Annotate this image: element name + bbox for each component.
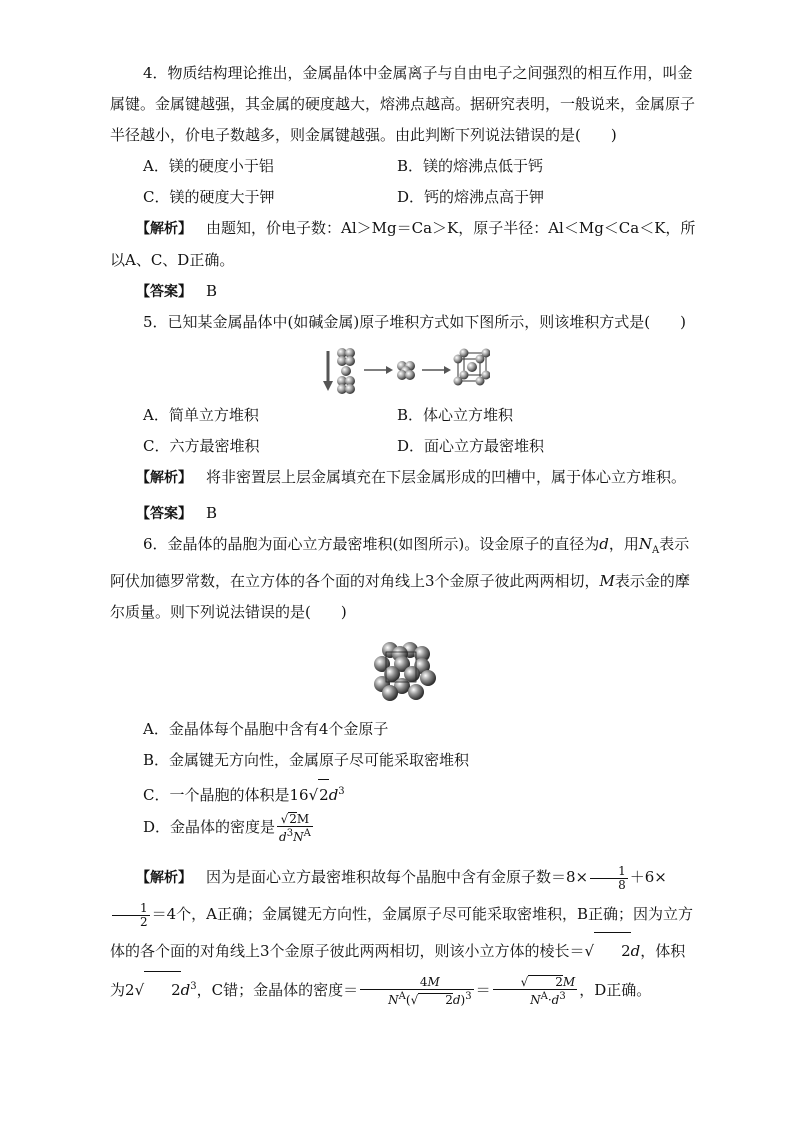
q6-option-c-d: d — [328, 786, 339, 804]
q5-daan-tag: 【答案】 — [136, 506, 192, 522]
q4-answer — [110, 276, 700, 307]
bcc-unit-cell — [454, 349, 491, 386]
df2-num-m: M — [562, 975, 576, 989]
q4-option-b: B．镁的熔沸点低于钙 — [397, 157, 544, 175]
q5-options-row1 — [110, 400, 700, 431]
q5-daan-value: B — [206, 504, 218, 522]
q5-option-b: B．体心立方堆积 — [397, 406, 514, 424]
q5-jiexi-tag: 【解析】 — [136, 470, 192, 486]
frac-den-a: A — [303, 828, 311, 839]
q5-stem: 5．已知某金属晶体中(如碱金属)原子堆积方式如下图所示，则该堆积方式是( ) — [143, 313, 686, 331]
q4-daan-tag: 【答案】 — [136, 284, 192, 300]
df1-den-exp: 3 — [465, 990, 472, 1002]
df1-den-d: d — [452, 992, 461, 1007]
df2-den-a: A — [540, 991, 548, 1002]
q6-jiexi-part3: ＝4个，A正确；金属键无方向性，金属原子尽可能采取密堆积，B正确；因为立方体的各个面的对角线上3个金原子彼此两两相切，则该小立方体的棱长＝ — [110, 905, 694, 960]
frac-den-n: N — [293, 830, 304, 844]
q6-option-d — [110, 807, 700, 847]
q6-stem-part1: 6．金晶体的晶胞为面心立方最密堆积(如图所示)。设金原子的直径为 — [143, 535, 600, 553]
q6-option-b: B．金属键无方向性，金属原子尽可能采取密堆积 — [143, 751, 470, 769]
q6-fcc-figure — [110, 636, 700, 706]
q4-options-row1 — [110, 151, 700, 182]
q4-explanation — [110, 213, 700, 276]
page — [110, 58, 700, 1008]
q5-explanation — [110, 462, 700, 494]
frac-num-sqrt: 2 — [289, 812, 297, 826]
q5-answer — [110, 498, 700, 529]
cluster-spheres — [397, 361, 415, 380]
q6-option-d-fraction: $\frac{√2M}{d^3N^A}$ — [279, 812, 311, 844]
q6-jiexi-tag: 【解析】 — [136, 870, 192, 886]
frac-num-m: M — [296, 812, 310, 826]
q4-option-d: D．钙的熔沸点高于钾 — [397, 188, 545, 206]
q6-option-c-coef: 16 — [289, 786, 309, 804]
vol-coef: 2 — [125, 981, 135, 999]
edge-d: d — [630, 942, 641, 960]
frac-1-8-num: 1 — [590, 865, 628, 879]
q4-options-row2 — [110, 182, 700, 213]
frac-den-d: d — [279, 830, 287, 844]
df1-den-a: A — [398, 990, 406, 1002]
df1-den-sqrt: 2 — [418, 993, 453, 1007]
q6-explanation: 【解析】 因为是面心立方最密堆积故每个晶胞中含有金原子数＝8× $\frac{1}{8}$ ＋6× $\frac{1}{2}$ ＝4个，A正确；金属键无方向性，金属原子尽可能采取密堆积，B正确；因为立方体的各个面的对角线上3个金原子彼此两两相切，则该小立方体的棱长＝√ 2d，体积为2√ $2d^3$，C错；金晶体的密度＝ $\frac{4M}{N^A(√ 2d)^3}$ ＝ $\frac{√ 2M}{N^A\cdot d^3}$ ，D正确。 — [110, 863, 694, 1007]
q6-stem-part4: 表示金的摩尔质量。则下列说法错误的是( ) — [110, 572, 690, 621]
frac-1-2 — [112, 902, 150, 929]
q6-stem — [110, 529, 700, 628]
q6-option-c: C．一个晶胞的体积是$16√2d^3$ — [110, 776, 700, 807]
q6-jiexi-part2: ＋6× — [629, 868, 667, 886]
right-arrow-icon — [364, 366, 393, 374]
q4-jiexi-text: 由题知，价电子数：Al＞Mg＝Ca＞K，原子半径：Al＜Mg＜Ca＜K，所以A、C、D正确。 — [110, 219, 696, 269]
bcc-stacking-diagram — [320, 345, 490, 395]
fcc-unit-cell-diagram — [372, 640, 438, 702]
vol-sqrt: 2 — [144, 971, 181, 1008]
df2-den-dot: · — [547, 993, 552, 1007]
q6-option-c-exp: 3 — [338, 786, 345, 797]
q4-jiexi-tag: 【解析】 — [136, 221, 192, 237]
q5-stacking-figure — [110, 344, 700, 396]
density-frac-2: $\frac{√ 2M}{N^A\cdot d^3}$ — [493, 975, 578, 1007]
q5-jiexi-text: 将非密置层上层金属填充在下层金属形成的凹槽中，属于体心立方堆积。 — [206, 468, 687, 486]
df2-den-n: N — [530, 993, 541, 1007]
frac-1-2-den: 2 — [140, 914, 148, 929]
q6-stem-part2: ，用 — [608, 535, 639, 553]
frac-den-exp: 3 — [286, 828, 294, 839]
frac-1-8 — [590, 865, 628, 892]
q6-var-n: N — [638, 535, 653, 553]
q5-option-c: C．六方最密堆积 — [143, 437, 260, 455]
q6-jiexi-part4: ，体积为 — [110, 942, 686, 999]
vol-exp: 3 — [190, 981, 197, 992]
df2-num-sqrt: 2 — [528, 975, 563, 989]
q5-option-a: A．简单立方堆积 — [143, 406, 259, 424]
q4-daan-value: B — [206, 282, 218, 300]
edge-sqrt: 2 — [594, 932, 631, 969]
q6-var-m: M — [599, 572, 615, 590]
vol-d: d — [180, 981, 191, 999]
q6-stem-part3: 表示阿伏加德罗常数，在立方体的各个面的对角线上3个金原子彼此两两相切， — [110, 535, 690, 590]
q6-option-d-label: D．金晶体的密度是 — [143, 818, 276, 836]
q5-options-row2 — [110, 431, 700, 462]
q4-option-a: A．镁的硬度小于铝 — [143, 157, 274, 175]
df1-num-4: 4 — [419, 974, 428, 989]
layer-spheres — [337, 348, 355, 394]
down-arrow-icon — [323, 351, 333, 391]
q6-jiexi-part5: ，C错；金晶体的密度＝ — [196, 981, 359, 999]
df1-den-n: N — [388, 992, 399, 1007]
q6-jiexi-part1: 因为是面心立方最密堆积故每个晶胞中含有金原子数＝8× — [206, 868, 589, 886]
q6-var-d: d — [599, 535, 609, 553]
right-arrow-icon — [422, 366, 451, 374]
df2-den-exp: 3 — [559, 991, 566, 1002]
q6-option-a: A．金晶体每个晶胞中含有4个金原子 — [143, 720, 389, 738]
df1-num-m: M — [427, 974, 440, 989]
q5-option-d: D．面心立方最密堆积 — [397, 437, 545, 455]
q6-option-c-sqrt: 2 — [318, 779, 329, 811]
frac-1-2-num: 1 — [112, 902, 150, 916]
q4-option-c: C．镁的硬度大于钾 — [143, 188, 275, 206]
df2-den-d: d — [551, 993, 560, 1007]
q6-option-c-label: C．一个晶胞的体积是 — [143, 786, 290, 804]
frac-1-8-den: 8 — [618, 877, 626, 892]
density-frac-1: $\frac{4M}{N^A(√ 2d)^3}$ — [360, 976, 473, 1007]
q6-var-a-sub: A — [652, 545, 660, 556]
q4-stem: 4．物质结构理论推出，金属晶体中金属离子与自由电子之间强烈的相互作用，叫金属键。金属键越强，其金属的硬度越大，熔沸点越高。据研究表明，一般说来，金属原子半径越小，价电子数越多，则金属键越强。由此判断下列说法错误的是( ) — [110, 64, 696, 144]
q6-jiexi-part6: ，D正确。 — [579, 981, 652, 999]
